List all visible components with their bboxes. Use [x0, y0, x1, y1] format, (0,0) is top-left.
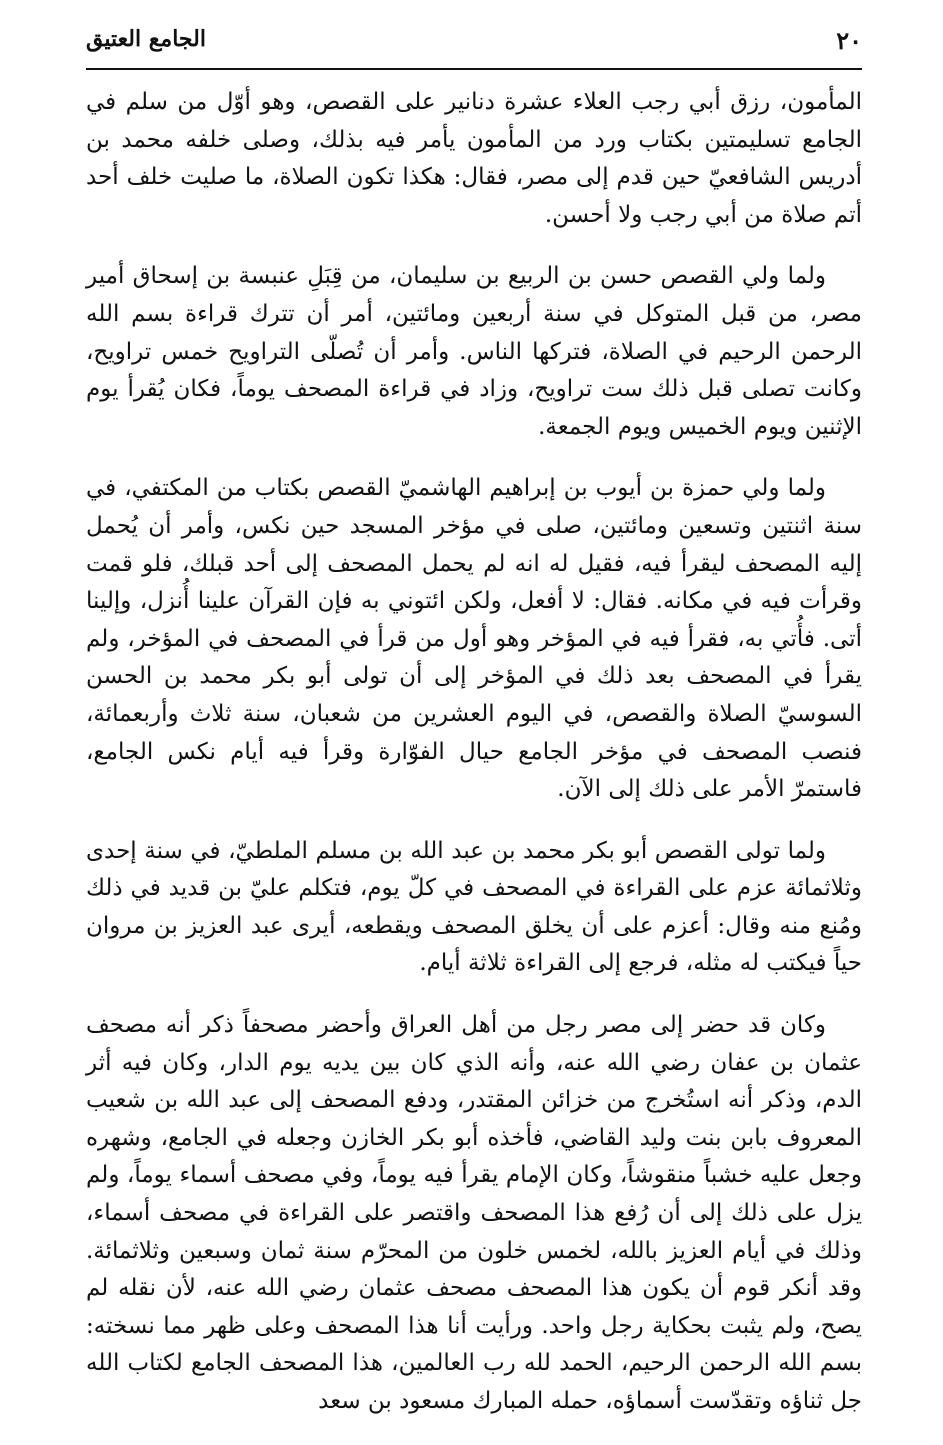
paragraph-2: ولما ولي القصص حسن بن الربيع بن سليمان، من قِبَلِ عنبسة بن إسحاق أمير مصر، من قبل المتوكل في سنة أربعين ومائتين، أمر أن تترك قراءة بسم الله الرحمن الرحيم في الصلاة، فتركها الناس. وأمر أن تُصلّى التراويح خمس تراويح، وكانت تصلى قبل ذلك ست تراويح، وزاد في قراءة المصحف يوماً، فكان يُقرأ يوم الإثنين ويوم الخميس ويوم الجمعة.: [86, 263, 862, 440]
header-rule: [86, 68, 862, 70]
paragraph-5: وكان قد حضر إلى مصر رجل من أهل العراق وأحضر مصحفاً ذكر أنه مصحف عثمان بن عفان رضي الله عنه، وأنه الذي كان بين يديه يوم الدار، وكان فيه أثر الدم، وذكر أنه استُخرج من خزائن المقتدر، ودفع المصحف إلى عبد الله بن شعيب المعروف بابن بنت وليد القاضي، فأخذه أبو بكر الخازن وجعله في الجامع، وشهره وجعل عليه خشباً منقوشاً، وكان الإمام يقرأ فيه يوماً، وفي مصحف أسماء يوماً، ولم يزل على ذلك إلى أن رُفع هذا المصحف واقتصر على القراءة في مصحف أسماء، وذلك في أيام العزيز بالله، لخمس خلون من المحرّم سنة ثمان وسبعين وثلاثمائة. وقد أنكر قوم أن يكون هذا المصحف مصحف عثمان رضي الله عنه، لأن نقله لم يصح، ولم يثبت بحكاية رجل واحد. ورأيت أنا هذا المصحف وعلى ظهر مما نسخته: بسم الله الرحمن الرحيم، الحمد لله رب العالمين، هذا المصحف الجامع لكتاب الله جل ثناؤه وتقدّست أسماؤه، حمله المبارك مسعود بن سعد: [86, 1012, 862, 1414]
paragraph-4: ولما تولى القصص أبو بكر محمد بن عبد الله بن مسلم الملطيّ، في سنة إحدى وثلاثمائة عزم على القراءة في المصحف في كلّ يوم، فتكلم عليّ بن قديد في ذلك ومُنع منه وقال: أعزم على أن يخلق المصحف ويقطعه، أيرى عبد العزيز بن مروان حياً فيكتب له مثله، فرجع إلى القراءة ثلاثة أيام.: [86, 837, 862, 977]
body-text: [86, 84, 862, 1445]
page-number: ٢٠: [836, 26, 862, 55]
running-title: الجامع العتيق: [86, 26, 206, 52]
page-header: [86, 22, 862, 66]
paragraph-3: ولما ولي حمزة بن أيوب بن إبراهيم الهاشميّ القصص بكتاب من المكتفي، في سنة اثنتين وتسعين ومائتين، صلى في مؤخر المسجد حين نكس، وأمر أن يُحمل إليه المصحف ليقرأ فيه، فقيل له انه لم يحمل المصحف إلى أحد قبلك، فلو قمت وقرأت فيه في مكانه. فقال: لا أفعل، ولكن ائتوني به فإن القرآن علينا أُنزل، وإلينا أتى. فأُتي به، فقرأ فيه في المؤخر وهو أول من قرأ في المصحف في المؤخر، ولم يقرأ في المصحف بعد ذلك في المؤخر إلى أن تولى أبو بكر محمد بن الحسن السوسيّ الصلاة والقصص، في اليوم العشرين من شعبان، سنة ثلاث وأربعمائة، فنصب المصحف في مؤخر الجامع حيال الفوّارة وقرأ فيه أيام نكس الجامع، فاستمرّ الأمر على ذلك إلى الآن.: [86, 475, 862, 803]
paragraph-1: المأمون، رزق أبي رجب العلاء عشرة دنانير على القصص، وهو أوّل من سلم في الجامع تسليمتين بكتاب ورد من المأمون يأمر فيه بذلك، وصلى خلفه محمد بن أدريس الشافعيّ حين قدم إلى مصر، فقال: هكذا تكون الصلاة، ما صليت خلف أحد أتم صلاة من أبي رجب ولا أحسن.: [86, 89, 862, 228]
